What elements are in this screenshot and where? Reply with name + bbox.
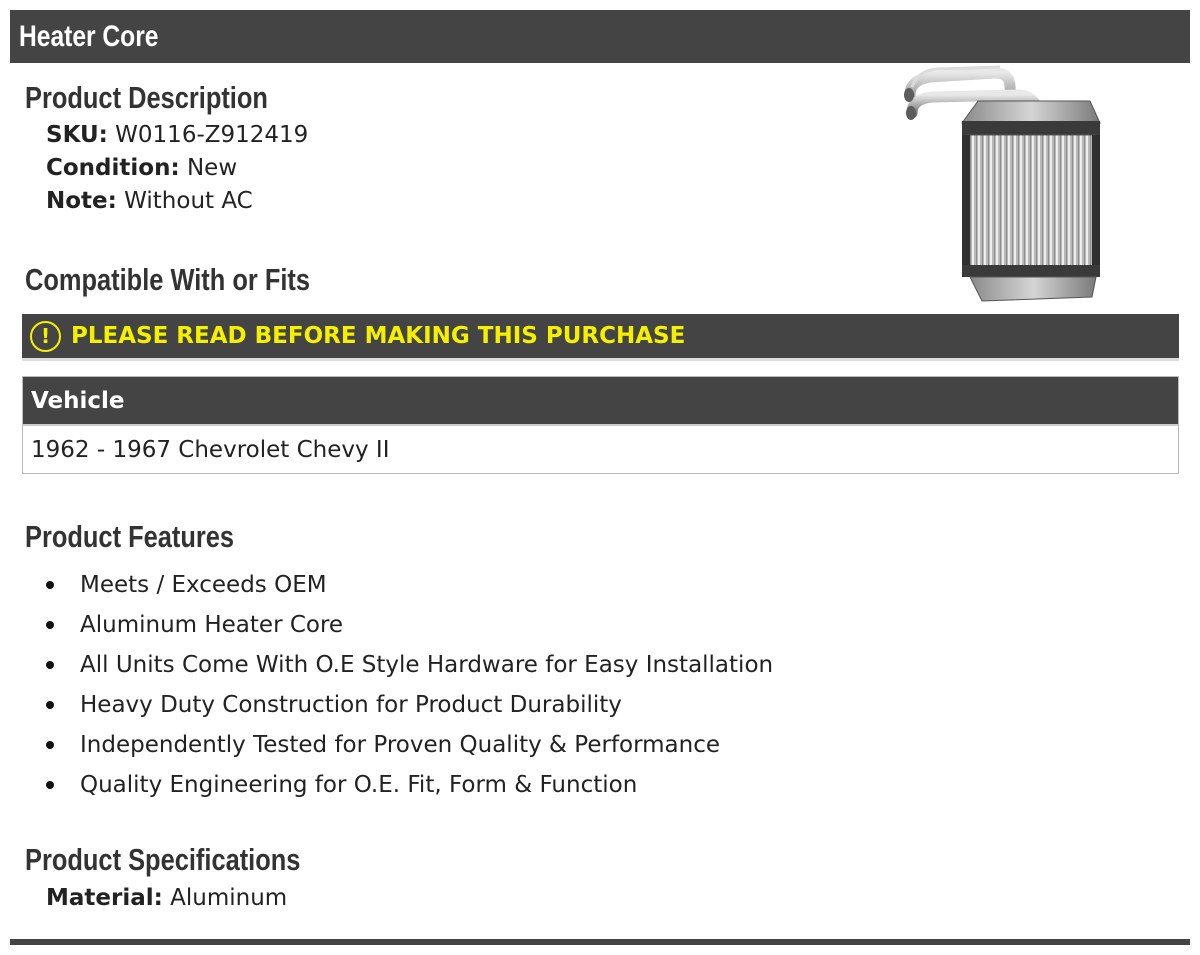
bullet-icon — [46, 661, 54, 669]
note-label: Note: — [46, 188, 117, 214]
material-line — [46, 885, 287, 911]
condition-value: New — [186, 155, 238, 181]
sku-line — [46, 122, 308, 148]
bullet-icon — [46, 781, 54, 789]
list-item: All Units Come With O.E Style Hardware for Easy Installation — [46, 645, 773, 685]
sku-value: W0116-Z912419 — [115, 122, 309, 148]
product-description-heading: Product Description — [25, 80, 268, 115]
list-item: Independently Tested for Proven Quality & Performance — [46, 725, 773, 765]
sku-label: SKU: — [46, 122, 108, 148]
warning-text: PLEASE READ BEFORE MAKING THIS PURCHASE — [71, 323, 686, 349]
bullet-icon — [46, 701, 54, 709]
note-line — [46, 188, 253, 214]
purchase-warning-banner — [22, 314, 1179, 361]
note-value: Without AC — [124, 188, 253, 214]
page-title: Heater Core — [19, 19, 159, 53]
list-item: Aluminum Heater Core — [46, 605, 773, 645]
bullet-icon — [46, 581, 54, 589]
exclamation-circle-icon: ! — [30, 321, 61, 352]
bullet-icon — [46, 621, 54, 629]
compatibility-heading: Compatible With or Fits — [25, 262, 311, 297]
features-list — [46, 565, 773, 805]
material-value: Aluminum — [170, 885, 288, 911]
product-features-heading: Product Features — [25, 519, 235, 554]
list-item: Meets / Exceeds OEM — [46, 565, 773, 605]
bottom-divider — [10, 939, 1190, 945]
bullet-icon — [46, 741, 54, 749]
condition-line — [46, 155, 237, 181]
table-row: 1962 - 1967 Chevrolet Chevy II — [31, 436, 390, 463]
condition-label: Condition: — [46, 155, 180, 181]
list-item: Heavy Duty Construction for Product Durability — [46, 685, 773, 725]
material-label: Material: — [46, 885, 163, 911]
vehicle-column-header: Vehicle — [23, 377, 1178, 426]
heater-core-product-image — [900, 65, 1110, 305]
list-item: Quality Engineering for O.E. Fit, Form & Function — [46, 765, 773, 805]
page-title-bar — [10, 10, 1190, 63]
product-specifications-heading: Product Specifications — [25, 842, 301, 877]
vehicle-table — [22, 376, 1179, 474]
